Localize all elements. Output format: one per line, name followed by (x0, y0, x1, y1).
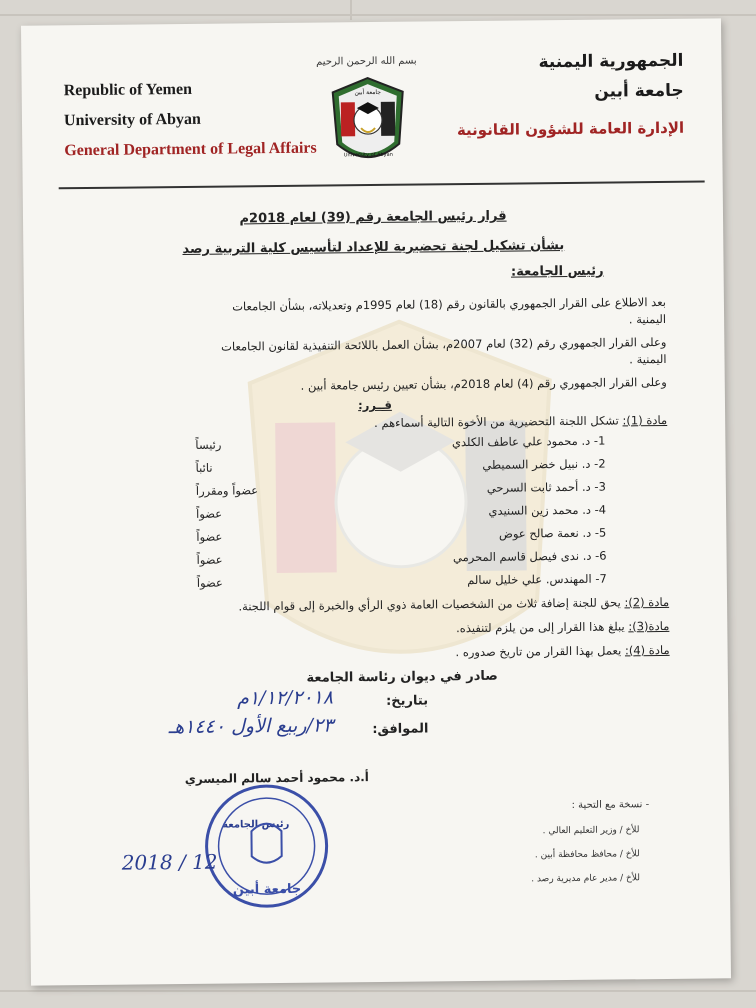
header-university: University of Abyan (63, 110, 201, 130)
header-republic: Republic of Yemen (63, 80, 193, 100)
member-role: نائباً (195, 460, 213, 475)
member-role: عضواً (196, 506, 223, 521)
basmala: بسم الله الرحمن الرحيم (316, 55, 417, 68)
article-1-text: تشكل اللجنة التحضيرية من الأخوة التالية أسماءهم . (374, 413, 619, 431)
signatory-title: رئيس الجامعة (222, 818, 290, 831)
header-republic-ar: الجمهورية اليمنية (538, 50, 684, 73)
stamp-text: جامعة أبين (232, 881, 302, 898)
header-divider (59, 181, 705, 190)
recital-1: بعد الاطلاع على القرار الجمهوري بالقانون رقم (18) لعام 1995م وتعديلاته، بشأن الجامعات (232, 294, 666, 314)
article-3 (456, 619, 669, 635)
article-1 (374, 413, 667, 430)
issued-line: صادر في ديوان رئاسة الجامعة (306, 668, 498, 686)
member-role: عضواً (196, 552, 223, 567)
article-3-text: يبلغ هذا القرار إلى من يلزم لتنفيذه. (456, 619, 625, 636)
member-name: 1- د. محمود علي عاطف الكلدي (451, 433, 606, 450)
article-2-text: يحق للجنة إضافة ثلاث من الشخصيات العامة ذوي الرأي والخبرة إلى قوام اللجنة. (238, 595, 621, 614)
header-department-ar: الإدارة العامة للشؤون القانونية (456, 118, 685, 140)
tile-line (350, 0, 352, 20)
recital-2: وعلى القرار الجمهوري رقم (32) لعام 2007م، بشأن العمل باللائحة التنفيذية لقانون الجامعات (221, 334, 667, 354)
member-name: 7- المهندس. علي خليل سالم (467, 571, 607, 588)
member-name: 4- د. محمد زين السنيدي (488, 502, 607, 518)
member-role: رئيساً (195, 437, 222, 452)
decision-title: قرار رئيس الجامعة رقم (39) لعام 2018م (239, 208, 507, 227)
logo-text-top: جامعة أبين (354, 88, 381, 97)
cc-item: للأخ / محافظ محافظة أبين . (534, 849, 640, 861)
header-university-ar: جامعة أبين (594, 80, 684, 102)
date-label: بتاريخ: (385, 693, 429, 709)
tile-line (0, 14, 756, 16)
article-4-label: مادة (4): (624, 642, 670, 658)
member-role: عضواً ومقرراً (195, 483, 259, 498)
member-name: 6- د. ندى فيصل قاسم المحرمي (452, 548, 607, 565)
article-4 (455, 643, 669, 659)
article-3-label: مادة(3): (628, 618, 670, 634)
university-logo (327, 74, 410, 175)
handwritten-date: 2018 / 12 (121, 849, 218, 875)
header-department: General Department of Legal Affairs (64, 139, 317, 160)
document-page (21, 18, 731, 985)
member-name: 2- د. نبيل خضر السميطي (482, 456, 606, 472)
signatory-name: أ.د. محمود أحمد سالم الميسري (184, 770, 369, 787)
article-1-label: مادة (1): (622, 412, 668, 428)
recital-2-cont: اليمنية . (629, 351, 667, 367)
member-role: عضواً (196, 575, 223, 590)
logo-text-bottom: University of Abyan (343, 151, 393, 159)
member-name: 5- د. نعمة صالح عوض (498, 525, 607, 541)
tile-line (0, 990, 756, 992)
cc-item: للأخ / وزير التعليم العالي . (542, 825, 640, 837)
cc-label: - نسخة مع التحية : (571, 799, 650, 811)
date-value-handwritten: ١/١٢/٢٠١٨م (236, 686, 334, 710)
decided-label: قــرر: (358, 397, 392, 413)
hijri-label: الموافق: (372, 721, 429, 738)
hijri-value-handwritten: ٢٣/ربيع الأول ١٤٤٠هـ (168, 714, 334, 739)
cc-item: للأخ / مدير عام مديرية رصد . (531, 873, 641, 885)
article-4-text: يعمل بهذا القرار من تاريخ صدوره . (455, 643, 622, 660)
article-2-label: مادة (2): (624, 594, 670, 610)
member-role: عضواً (196, 529, 223, 544)
member-name: 3- د. أحمد ثابت السرحي (486, 479, 606, 495)
decision-subject: بشأن تشكيل لجنة تحضيرية للإعداد لتأسيس كلية التربية رصد (182, 238, 565, 258)
official-stamp (201, 780, 332, 911)
addressee: رئيس الجامعة: (510, 263, 604, 280)
recital-1-cont: اليمنية . (628, 311, 667, 327)
recital-3: وعلى القرار الجمهوري رقم (4) لعام 2018م، بشأن تعيين رئيس جامعة أبين . (300, 374, 667, 393)
